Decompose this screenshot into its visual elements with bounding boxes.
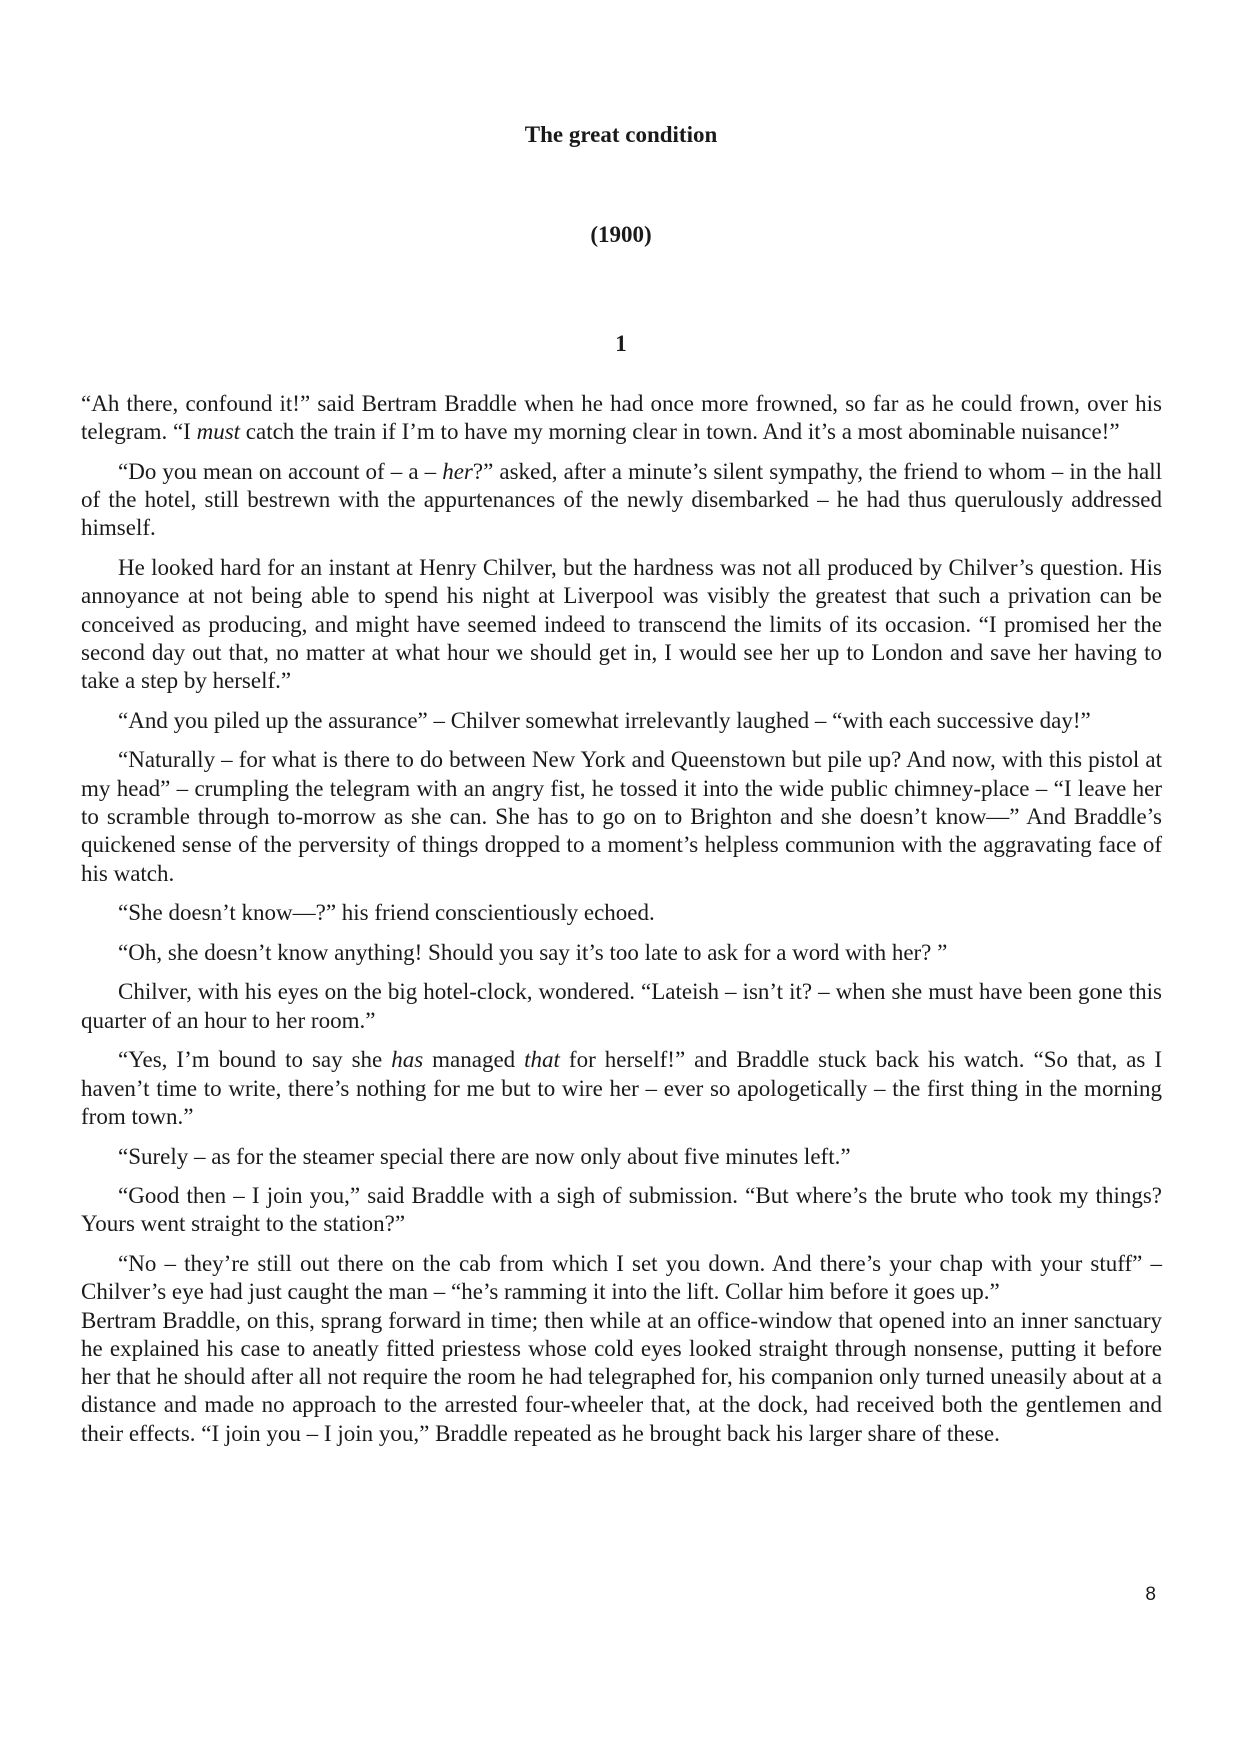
paragraph: “Do you mean on account of – a – her?” asked, after a minute’s silent sympathy, the friend to whom – in the hall of the hotel, still bestrewn with the appurtenances of the newly disembarked – he had thus querulously addressed himself. — [81, 458, 1162, 541]
paragraph: “Surely – as for the steamer special there are now only about five minutes left.” — [118, 1143, 851, 1169]
paragraph: “Good then – I join you,” said Braddle with a sigh of submission. “But where’s the brute who took my things? Yours went straight to the station?” — [81, 1183, 1162, 1237]
story-year: (1900) — [590, 222, 652, 247]
paragraph: “No – they’re still out there on the cab from which I set you down. And there’s your chap with your stuff” – Chilver’s eye had just caught the man – “he’s ramming it into the lift. Collar him before it goes up.” — [81, 1250, 1162, 1305]
paragraph: “Yes, I’m bound to say she has managed that for herself!” and Braddle stuck back his watch. “So that, as I haven’t time to write, there’s nothing for me but to wire her – ever so apologetically – the first thing in the morning from town.” — [81, 1047, 1163, 1129]
paragraph: “And you piled up the assurance” – Chilver somewhat irrelevantly laughed – “with each successive day!” — [118, 707, 1091, 733]
paragraph: “She doesn’t know—?” his friend conscientiously echoed. — [118, 900, 655, 926]
paragraph: Bertram Braddle, on this, sprang forward in time; then while at an office-window that opened into an inner sanctuary he explained his case to aneatly fitted priestess whose cold eyes looked straight through nonsense, putting it before her that he should after all not require the room he had telegraphed for, his companion only turned uneasily about at a distance and made no approach to the arrested four-wheeler that, at the dock, had received both the gentlemen and their effects. “I join you – I join you,” Braddle repeated as he brought back his larger share of these. — [81, 1307, 1163, 1446]
paragraph: “Naturally – for what is there to do between New York and Queenstown but pile up? And now, with this pistol at my head” – crumpling the telegram with an angry fist, he tossed it into the wide public chimney-place – “I leave her to scramble through to-morrow as she can. She has to go on to Brighton and she doesn’t know—” And Braddle’s quickened sense of the perversity of things dropped to a moment’s helpless communion with the aggravating face of his watch. — [81, 747, 1162, 886]
paragraph: “Oh, she doesn’t know anything! Should you say it’s too late to ask for a word with her? ” — [118, 939, 948, 965]
paragraph: He looked hard for an instant at Henry Chilver, but the hardness was not all produced by Chilver’s question. His annoyance at not being able to spend his night at Liverpool was visibly the greatest that such a privation can be conceived as producing, and might have seemed indeed to transcend the limits of its occasion. “I promised her the second day out that, no matter at what hour we should get in, I would see her up to London and save her having to take a step by herself.” — [81, 555, 1162, 694]
paragraph: “Ah there, confound it!” said Bertram Braddle when he had once more frowned, so far as he could frown, over his telegram. “I must catch the train if I’m to have my morning clear in town. And it’s a most abominable nuisance!” — [81, 391, 1162, 445]
story-title: The great condition — [524, 122, 718, 147]
chapter-number: 1 — [615, 331, 627, 356]
paragraph: Chilver, with his eyes on the big hotel-clock, wondered. “Lateish – isn’t it? – when she must have been gone this quarter of an hour to her room.” — [81, 979, 1162, 1033]
story-body — [81, 390, 1162, 1448]
page-number: 8 — [1145, 1584, 1156, 1605]
